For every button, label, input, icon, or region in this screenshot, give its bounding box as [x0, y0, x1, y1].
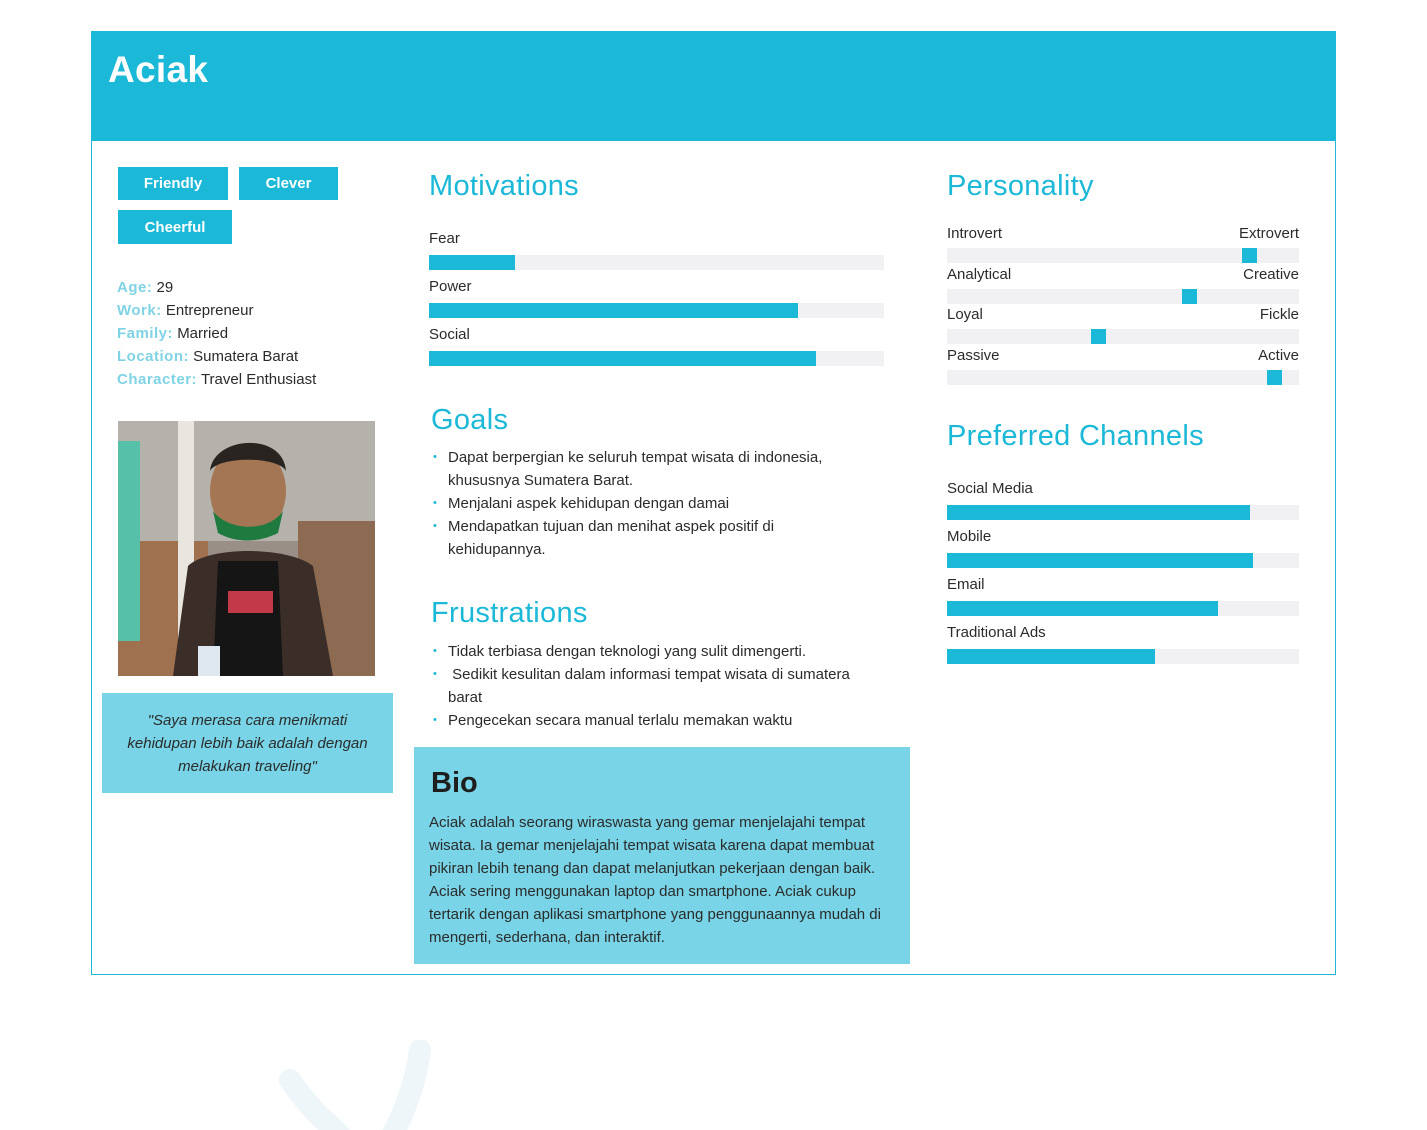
trait-marker [1267, 370, 1282, 385]
info-family: Family: Married [117, 325, 229, 342]
channel-bar-social-media [947, 505, 1299, 520]
frustrations-title: Frustrations [431, 597, 588, 629]
trait-marker [1242, 248, 1257, 263]
trait-left-passive: Passive [947, 347, 1000, 364]
frustration-item: • Tidak terbiasa dengan teknologi yang sulit dimengerti. [431, 640, 876, 663]
trait-right-fickle: Fickle [1259, 306, 1299, 323]
channel-label-traditional-ads: Traditional Ads [947, 624, 1046, 641]
bio-text: Aciak adalah seorang wiraswasta yang gemar menjelajahi tempat wisata. Ia gemar menjelajahi tempat wisata karena dapat membuat pikiran lebih tenang dan dapat melanjutkan pekerjaan dengan baik. Aciak sering menggunakan laptop dan smartphone. Aciak cukup tertarik dengan aplikasi smartphone yang penggunaannya mudah di mengerti, sederhana, dan interaktif. [429, 814, 881, 946]
frustration-item: • Sedikit kesulitan dalam informasi tempat wisata di sumatera barat [431, 663, 876, 709]
tag-cheerful: Cheerful [118, 210, 232, 244]
trait-left-introvert: Introvert [947, 225, 1003, 242]
quote-text: "Saya merasa cara menikmati kehidupan lebih baik adalah dengan melakukan traveling" [127, 711, 368, 775]
tag-friendly: Friendly [118, 167, 228, 200]
channel-label-email: Email [947, 576, 985, 593]
goals-list [431, 446, 876, 561]
channel-fill-traditional-ads [947, 649, 1155, 664]
trait-slider-introvert-extrovert [947, 248, 1299, 263]
trait-marker [1091, 329, 1106, 344]
trait-right-creative: Creative [1243, 266, 1299, 283]
motivation-label-power: Power [429, 278, 472, 295]
goal-item: • Dapat berpergian ke seluruh tempat wisata di indonesia, khususnya Sumatera Barat. [431, 446, 876, 492]
watermark-logo-bottom [250, 1040, 450, 1130]
info-work: Work: Entrepreneur [117, 302, 254, 319]
goal-item: • Mendapatkan tujuan dan menihat aspek positif di kehidupannya. [431, 515, 808, 561]
channel-fill-email [947, 601, 1218, 616]
info-character: Character: Travel Enthusiast [117, 371, 317, 388]
channel-label-mobile: Mobile [947, 528, 992, 545]
motivation-fill-social [429, 351, 816, 366]
motivation-bar-fear [429, 255, 884, 270]
info-age: Age: 29 [117, 279, 174, 296]
trait-right-extrovert: Extrovert [1238, 225, 1299, 242]
bio-panel [414, 747, 910, 964]
channels-title: Preferred Channels [947, 420, 1204, 452]
channel-bar-traditional-ads [947, 649, 1299, 664]
motivation-bar-social [429, 351, 884, 366]
motivation-label-social: Social [429, 326, 470, 343]
motivation-fill-power [429, 303, 798, 318]
trait-right-active: Active [1258, 347, 1299, 364]
goal-item: • Menjalani aspek kehidupan dengan damai [431, 492, 876, 515]
channel-bar-email [947, 601, 1299, 616]
header-banner [91, 31, 1336, 141]
channel-bar-mobile [947, 553, 1299, 568]
motivation-bar-power [429, 303, 884, 318]
channel-fill-mobile [947, 553, 1253, 568]
motivation-fill-fear [429, 255, 515, 270]
tag-clever: Clever [239, 167, 338, 200]
motivations-title: Motivations [429, 170, 579, 202]
trait-left-loyal: Loyal [947, 306, 983, 323]
goals-title: Goals [431, 404, 509, 436]
persona-name: Aciak [108, 49, 209, 90]
info-location: Location: Sumatera Barat [117, 348, 299, 365]
bio-title: Bio [431, 767, 478, 799]
trait-marker [1182, 289, 1197, 304]
persona-photo [118, 421, 375, 676]
personality-title: Personality [947, 170, 1094, 202]
channel-fill-social-media [947, 505, 1250, 520]
persona-quote [102, 693, 393, 793]
trait-slider-loyal-fickle [947, 329, 1299, 344]
trait-left-analytical: Analytical [947, 266, 1012, 283]
motivation-label-fear: Fear [429, 230, 460, 247]
frustration-item: • Pengecekan secara manual terlalu memakan waktu [431, 709, 876, 732]
trait-slider-passive-active [947, 370, 1299, 385]
channel-label-social-media: Social Media [947, 480, 1033, 497]
frustrations-list [431, 640, 876, 732]
trait-slider-analytical-creative [947, 289, 1299, 304]
persona-info [117, 276, 316, 391]
